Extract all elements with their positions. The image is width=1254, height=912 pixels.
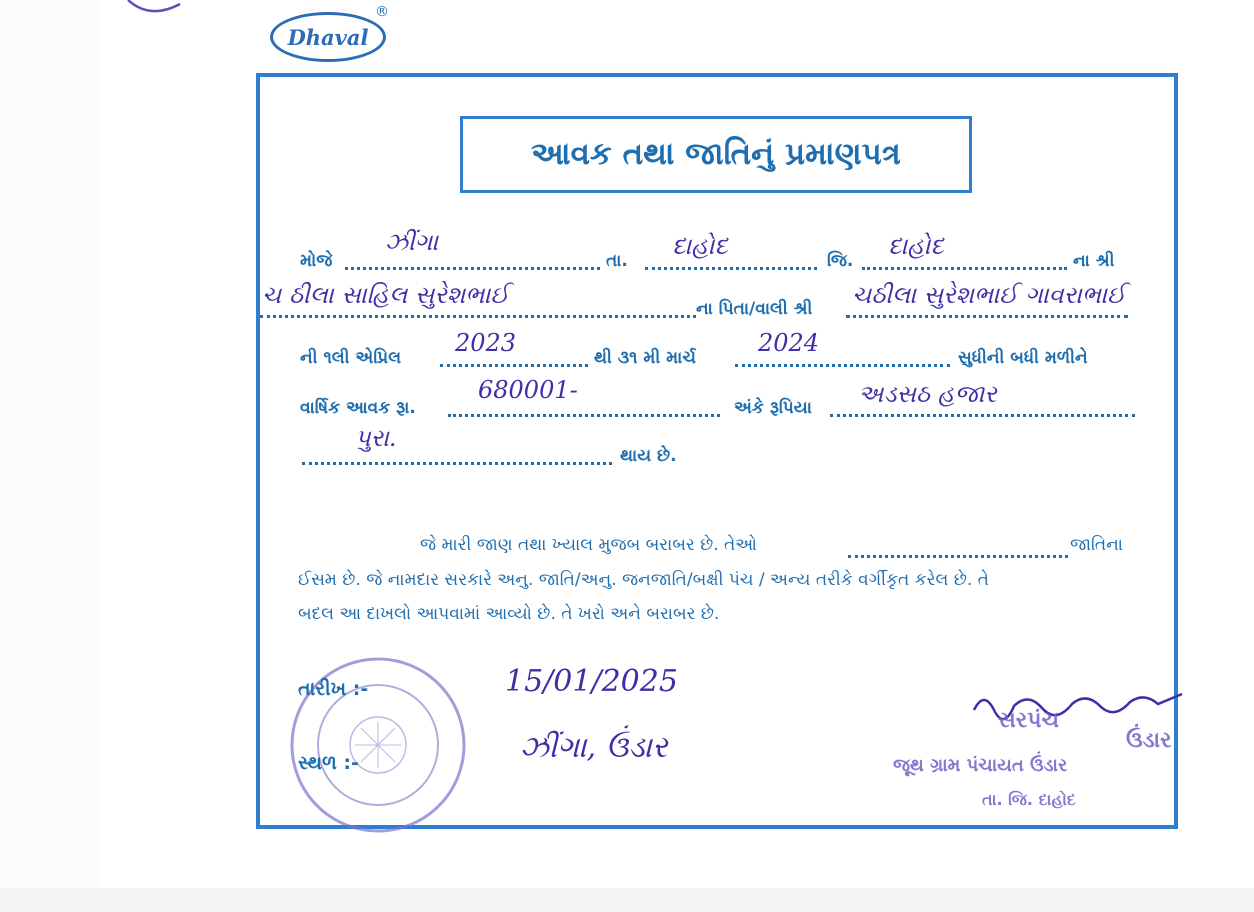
certificate-title: આવક તથા જાતિનું પ્રમાણપત્ર <box>531 136 901 172</box>
paper-margin <box>0 0 100 912</box>
place-value: ઝીંગા, ઉંડાર <box>520 730 668 765</box>
caste-field <box>848 555 1068 558</box>
applicant-value: ચ ઠીલા સાહિલ સુરેશભાઈ <box>262 281 509 309</box>
declaration-line-2: ઈસમ છે. જે નામદાર સરકારે અનુ. જાતિ/અનુ. જનજાતિ/બક્ષી પંચ / અન્ય તરીકે વર્ગીકૃત કરેલ છે. તે <box>298 570 989 590</box>
taluka-value: દાહોદ <box>672 232 728 260</box>
taluka-field <box>645 267 817 270</box>
income-words-field <box>830 414 1135 417</box>
guardian-field <box>846 315 1128 318</box>
paper-bottom-edge <box>0 888 1254 912</box>
registered-mark: ® <box>375 4 389 20</box>
stamp-role: સરપંચ <box>998 708 1060 733</box>
income-figure-field <box>448 414 720 417</box>
income-words-value: અડસઠ હજાર <box>858 380 997 408</box>
declaration-line-1b: જાતિના <box>1070 535 1123 555</box>
label-march: થી ૩૧ મી માર્ચ <box>594 348 696 368</box>
district-field <box>862 267 1067 270</box>
label-annual-income: વાર્ષિક આવક રૂા. <box>300 398 416 418</box>
date-value: 15/01/2025 <box>505 664 678 699</box>
stamp-panchayat: જૂથ ગ્રામ પંચાયત ઉંડાર <box>893 755 1068 776</box>
guardian-value: ચઠીલા સુરેશભાઈ ગાવરાભાઈ <box>852 281 1126 309</box>
stamp-district: તા. જિ. દાહોદ <box>982 790 1076 809</box>
label-sudhi: સુધીની બધી મળીને <box>958 348 1088 368</box>
brand-logo <box>270 12 386 62</box>
applicant-field <box>260 315 696 318</box>
label-place: સ્થળ :- <box>298 752 359 774</box>
label-district: જિ. <box>827 251 854 271</box>
brand-name: Dhaval <box>287 24 369 50</box>
label-moje: મોજે <box>300 251 333 271</box>
label-date: તારીખ :- <box>298 678 369 700</box>
village-value: ઝીંગા <box>385 228 439 256</box>
district-value: દાહોદ <box>888 232 944 260</box>
label-taluka: તા. <box>606 251 628 271</box>
income-figure-value: 680001- <box>478 376 578 404</box>
label-april: ની ૧લી એપ્રિલ <box>300 348 402 368</box>
year-to-value: 2024 <box>758 329 820 357</box>
stamp-place: ઉંડાર <box>1126 728 1172 753</box>
year-to-field <box>735 364 950 367</box>
year-from-field <box>440 364 588 367</box>
certificate-title-box <box>460 116 972 193</box>
label-na-shree: ના શ્રી <box>1073 251 1115 271</box>
label-in-words: અંકે રૂપિયા <box>734 398 812 418</box>
income-words-cont-value: પુરા. <box>355 424 397 452</box>
declaration-line-3: બદલ આ દાખલો આપવામાં આવ્યો છે. તે ખરો અને બરાબર છે. <box>298 604 720 624</box>
label-guardian: ના પિતા/વાલી શ્રી <box>696 299 813 319</box>
corner-pen-mark <box>120 0 200 24</box>
label-thay-chhe: થાય છે. <box>620 446 677 466</box>
year-from-value: 2023 <box>455 329 517 357</box>
declaration-line-1a: જે મારી જાણ તથા ખ્યાલ મુજબ બરાબર છે. તેઓ <box>420 535 757 555</box>
income-words-cont-field <box>302 462 612 465</box>
village-field <box>345 267 600 270</box>
